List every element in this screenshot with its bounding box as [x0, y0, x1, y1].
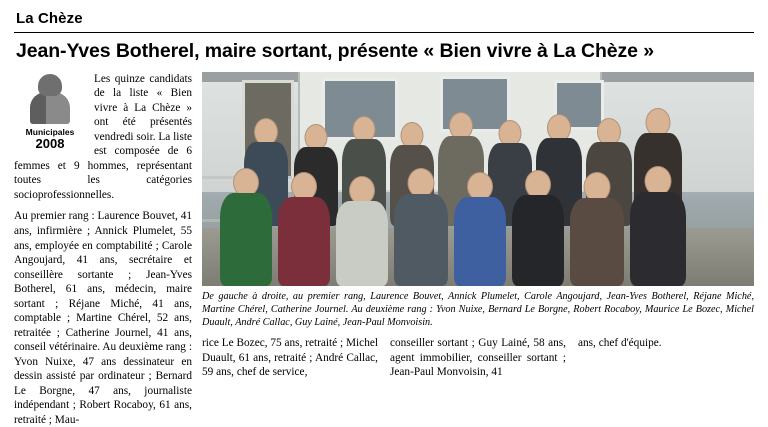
- marianne-bust-icon: [26, 72, 74, 126]
- paragraph-candidates: Au premier rang : Laurence Bouvet, 41 ans, infirmière ; Annick Plumelet, 55 ans, employée en comptabilité ; Carole Angoujard, 41 ans, secrétaire et conseillère sortante ; Jean-Yves Botherel, 61 ans, médecin, maire sortant ; Réjane Miché, 41 ans, comptable ; Martine Chérel, 52 ans, retraitée ; Catherine Journel, 41 ans, conseil vétérinaire. Au deuxième rang : Yvon Nuixe, 47 ans dessinateur en dessin assisté par ordinateur ; Bernard Le Borgne, 47 ans, journaliste indépendant ; Robert Rocaboy, 61 ans, retraité ; Mau-: [14, 210, 192, 426]
- logo-label: Municipales: [25, 126, 75, 137]
- lower-columns: [202, 336, 754, 380]
- photo-person: [278, 172, 330, 286]
- photo-person: [220, 168, 272, 286]
- article-text-column-2: rice Le Bozec, 75 ans, retraité ; Michel Duault, 61 ans, retraité ; André Callac, 59 ans, chef de service,: [202, 337, 378, 379]
- group-photo: [202, 72, 754, 286]
- header-divider: [14, 32, 754, 33]
- paragraph-intro: Les quinze candidats de la liste « Bien vivre à La Chèze » ont été présentés vendredi soir. La liste est composée de 6 femmes et 9 hommes, représentant toutes les catégories socioprofessionnelles.: [14, 72, 192, 201]
- photo-person: [394, 168, 448, 286]
- photo-person: [336, 176, 388, 286]
- municipales-logo: [14, 72, 86, 151]
- photo-person: [512, 170, 564, 286]
- photo-person: [570, 172, 624, 286]
- photo-caption: De gauche à droite, au premier rang, Laurence Bouvet, Annick Plumelet, Carole Angoujard, Jean-Yves Botherel, Réjane Miché, Martine Chérel, Catherine Journel. Au deuxième rang : Yvon Nuixe, Bernard Le Borgne, Robert Rocaboy, Maurice Le Bozec, Michel Duault, André Callac, Guy Lainé, Jean-Paul Monvoisin.: [202, 290, 754, 328]
- article-body: [14, 72, 754, 427]
- right-column: [202, 72, 754, 380]
- left-column: [14, 72, 192, 427]
- page-title: Jean-Yves Botherel, maire sortant, présente « Bien vivre à La Chèze »: [16, 40, 654, 62]
- photo-person: [454, 172, 506, 286]
- section-kicker: La Chèze: [16, 10, 83, 27]
- article-text-column-3: conseiller sortant ; Guy Lainé, 58 ans, agent immobilier, conseiller sortant ; Jean-Paul Monvoisin, 41: [390, 337, 566, 379]
- article-text-column-4: ans, chef d'équipe.: [578, 337, 662, 350]
- logo-year: 2008: [35, 135, 65, 151]
- photo-person: [630, 166, 686, 286]
